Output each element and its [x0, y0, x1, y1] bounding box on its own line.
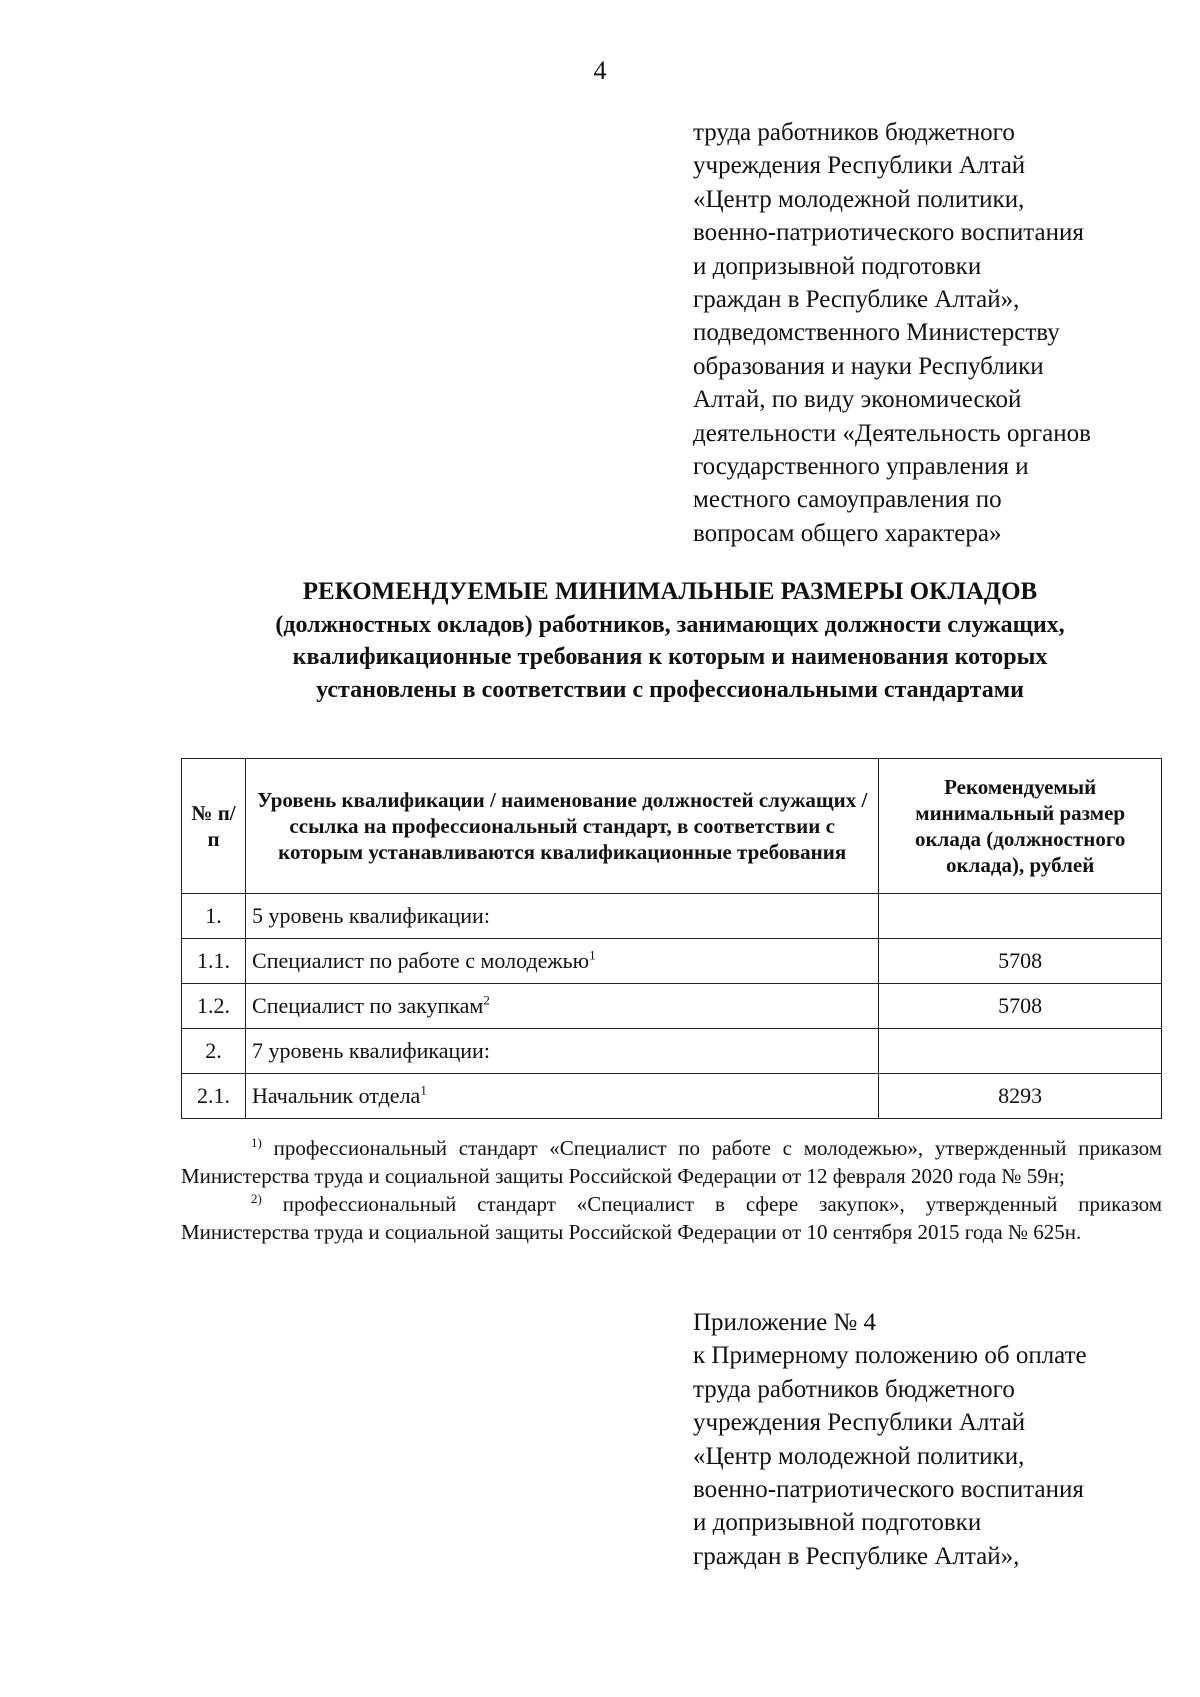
appendix-line: учреждения Республики Алтай	[693, 1409, 1026, 1437]
row-num: 1.	[182, 894, 246, 939]
appendix-line: к Примерному положению об оплате	[693, 1342, 1087, 1370]
row-rate	[879, 1029, 1162, 1074]
footnote-ref: 1	[420, 1082, 427, 1098]
row-num: 1.1.	[182, 939, 246, 984]
title-line: установлены в соответствии с профессиональными стандартами	[316, 676, 1024, 703]
row-name: Специалист по работе с молодежью$^1$	[246, 939, 879, 984]
header-line: государственного управления и	[693, 453, 1029, 481]
table-row	[182, 1074, 1162, 1119]
header-line: и допризывной подготовки	[693, 252, 982, 280]
row-rate	[879, 894, 1162, 939]
row-name: 7 уровень квалификации:	[246, 1029, 879, 1074]
appendix-line: Приложение № 4	[693, 1309, 877, 1336]
footnote-text: профессиональный стандарт «Специалист в сфере закупок», утвержденный приказом Министерства труда и социальной защиты Российской Федерации от 10 сентября 2015 года № 625н.	[181, 1192, 1163, 1244]
document-header-continuation	[693, 116, 1173, 550]
appendix-line: «Центр молодежной политики,	[693, 1442, 1025, 1470]
header-line: труда работников бюджетного	[693, 119, 1015, 146]
footnote	[181, 1134, 1162, 1190]
header-line: вопросам общего характера»	[693, 519, 1002, 547]
page-number: 4	[593, 56, 607, 85]
appendix-line: и допризывной подготовки	[693, 1509, 982, 1537]
title-line: РЕКОМЕНДУЕМЫЕ МИНИМАЛЬНЫЕ РАЗМЕРЫ ОКЛАДОВ	[302, 578, 1038, 605]
title-line: (должностных окладов) работников, занимающих должности служащих,	[275, 611, 1065, 638]
header-line: местного самоуправления по	[693, 486, 1002, 514]
footnote-text: профессиональный стандарт «Специалист по работе с молодежью», утвержденный приказом Министерства труда и социальной защиты Российской Федерации от 12 февраля 2020 года № 59н;	[181, 1136, 1163, 1188]
row-rate: 5708	[879, 939, 1162, 984]
header-line: подведомственного Министерству	[693, 319, 1060, 347]
table-row	[182, 939, 1162, 984]
table-row	[182, 894, 1162, 939]
appendix-line: труда работников бюджетного	[693, 1375, 1015, 1403]
header-line: граждан в Республике Алтай»,	[693, 286, 1020, 314]
footnote-ref: 1	[589, 947, 596, 963]
title-line: квалификационные требования к которым и наименования которых	[292, 644, 1048, 670]
footnote-mark: 2)	[251, 1191, 262, 1206]
table-header-row	[182, 759, 1162, 894]
row-rate: 8293	[879, 1074, 1162, 1119]
salary-table	[181, 758, 1162, 1119]
row-name: 5 уровень квалификации:	[246, 894, 879, 939]
footnote-ref: 2	[483, 992, 490, 1008]
table-row	[182, 984, 1162, 1029]
row-num: 2.1.	[182, 1074, 246, 1119]
header-line: Алтай, по виду экономической	[693, 386, 1022, 414]
table-row	[182, 1029, 1162, 1074]
header-line: военно-патриотического воспитания	[693, 219, 1084, 247]
appendix-line: военно-патриотического воспитания	[693, 1476, 1084, 1504]
row-num: 2.	[182, 1029, 246, 1074]
appendix-header	[693, 1306, 1173, 1573]
header-line: «Центр молодежной политики,	[693, 185, 1025, 213]
header-line: учреждения Республики Алтай	[693, 152, 1026, 180]
row-name: Начальник отдела$^1$	[246, 1074, 879, 1119]
row-num: 1.2.	[182, 984, 246, 1029]
document-title	[170, 576, 1170, 706]
header-rate: Рекомендуемый минимальный размер оклада (должностного оклада), рублей	[879, 759, 1162, 894]
footnotes	[181, 1134, 1162, 1246]
appendix-line: граждан в Республике Алтай»,	[693, 1542, 1020, 1570]
header-num: № п/п	[182, 759, 246, 894]
header-line: деятельности «Деятельность органов	[693, 419, 1091, 447]
header-name: Уровень квалификации / наименование должностей служащих /ссылка на профессиональный стандарт, в соответствии с которым устанавливаются квалификационные требования	[246, 759, 879, 894]
row-name: Специалист по закупкам$^2$	[246, 984, 879, 1029]
row-rate: 5708	[879, 984, 1162, 1029]
footnote-mark: 1)	[251, 1135, 262, 1150]
header-line: образования и науки Республики	[693, 352, 1044, 380]
footnote	[181, 1190, 1162, 1246]
